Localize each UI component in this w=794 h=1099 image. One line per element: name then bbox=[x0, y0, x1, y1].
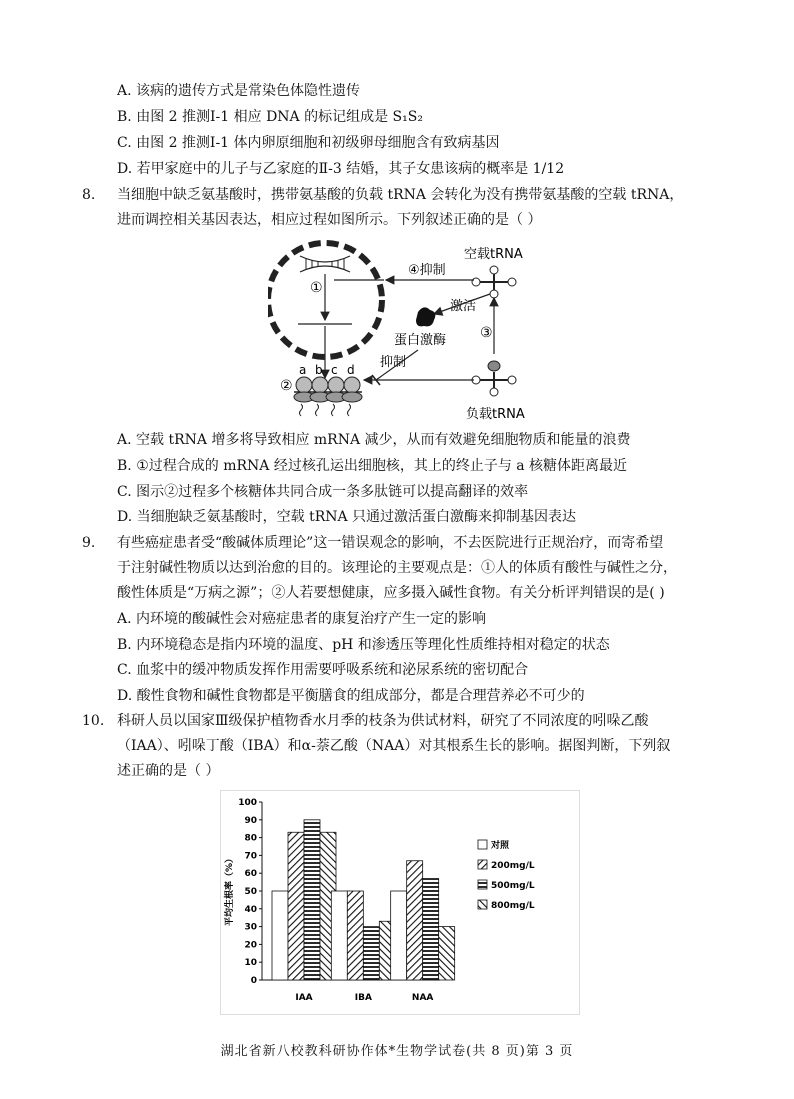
dna-helix-icon bbox=[300, 256, 350, 272]
empty-trna-icon bbox=[472, 266, 516, 298]
ribosome-label-d: d bbox=[347, 363, 355, 377]
bar-NAA-0 bbox=[391, 891, 407, 980]
q7-option-d: D. 若甲家庭中的儿子与乙家庭的Ⅱ-3 结婚，其子女患该病的概率是 1/12 bbox=[117, 161, 565, 177]
q9-number: 9. bbox=[82, 535, 96, 551]
q10-stem-line2: （IAA）、吲哚丁酸（IBA）和α-萘乙酸（NAA）对其根系生长的影响。据图判断，下列叙 bbox=[117, 738, 671, 754]
q8-stem-line1: 当细胞中缺乏氨基酸时，携带氨基酸的负载 tRNA 会转化为没有携带氨基酸的空载 tRNA， bbox=[117, 187, 684, 203]
y-tick-label: 80 bbox=[244, 833, 257, 844]
ribosome-label-a: a bbox=[299, 363, 307, 377]
legend-swatch bbox=[478, 900, 487, 909]
label-loaded-trna: 负载tRNA bbox=[466, 407, 525, 422]
y-tick-label: 100 bbox=[238, 798, 257, 808]
y-tick-label: 60 bbox=[244, 869, 257, 880]
bar-NAA-1 bbox=[407, 861, 423, 980]
x-tick-label: NAA bbox=[411, 993, 434, 1003]
bar-IBA-2 bbox=[363, 927, 379, 980]
y-axis-label: 平均生根率（%） bbox=[225, 853, 235, 927]
q8-stem-line2: 进而调控相关基因表达，相应过程如图所示。下列叙述正确的是（ ） bbox=[117, 212, 542, 228]
q8-number: 8. bbox=[82, 187, 96, 203]
q8-option-d: D. 当细胞缺乏氨基酸时，空载 tRNA 只通过激活蛋白激酶来抑制基因表达 bbox=[117, 509, 577, 525]
q8-option-a: A. 空载 tRNA 增多将导致相应 mRNA 减少，从而有效避免细胞物质和能量的浪费 bbox=[117, 432, 631, 448]
label-process-1: ① bbox=[310, 280, 323, 296]
loaded-trna-icon bbox=[472, 361, 516, 396]
bar-IAA-0 bbox=[272, 891, 288, 980]
legend-swatch bbox=[478, 840, 487, 849]
q8-option-c: C. 图示②过程多个核糖体共同合成一条多肽链可以提高翻译的效率 bbox=[117, 484, 529, 500]
x-tick-label: IBA bbox=[354, 993, 372, 1003]
q9-stem-line1: 有些癌症患者受“酸碱体质理论”这一错误观念的影响，不去医院进行正规治疗，而寄希望 bbox=[117, 535, 664, 551]
label-inhibit-4: ④抑制 bbox=[408, 263, 446, 278]
q9-option-d: D. 酸性食物和碱性食物都是平衡膳食的组成部分，都是合理营养必不可少的 bbox=[117, 688, 585, 704]
y-tick-label: 0 bbox=[250, 976, 257, 986]
label-protein-kinase: 蛋白激酶 bbox=[394, 333, 447, 348]
bar-NAA-2 bbox=[423, 879, 439, 980]
bar-IBA-0 bbox=[331, 891, 347, 980]
q9-option-b: B. 内环境稳态是指内环境的温度、pH 和渗透压等理化性质维持相对稳定的状态 bbox=[117, 637, 610, 653]
rooting-rate-chart bbox=[220, 790, 580, 1015]
y-tick-label: 70 bbox=[244, 851, 257, 862]
label-process-3: ③ bbox=[480, 325, 493, 341]
label-inhibit: 抑制 bbox=[380, 355, 407, 370]
bar-IBA-1 bbox=[347, 891, 363, 980]
y-tick-label: 40 bbox=[244, 904, 257, 915]
q10-number: 10. bbox=[82, 713, 105, 729]
q7-option-a: A. 该病的遗传方式是常染色体隐性遗传 bbox=[117, 83, 361, 99]
page-footer: 湖北省新八校教科研协作体*生物学试卷(共 8 页)第 3 页 bbox=[220, 1044, 574, 1059]
q10-stem-line3: 述正确的是（ ） bbox=[117, 763, 220, 779]
ribosome-icons bbox=[294, 377, 362, 416]
legend-swatch bbox=[478, 860, 487, 869]
q10-stem-line1: 科研人员以国家Ⅲ级保护植物香水月季的枝条为供试材料，研究了不同浓度的吲哚乙酸 bbox=[117, 713, 649, 729]
y-tick-label: 50 bbox=[244, 887, 257, 897]
q9-stem-line3: 酸性体质是“万病之源”；②人若要想健康，应多摄入碱性食物。有关分析评判错误的是( ) bbox=[117, 585, 665, 601]
q7-option-b: B. 由图 2 推测Ⅰ-1 相应 DNA 的标记组成是 S₁S₂ bbox=[117, 109, 423, 125]
gene-expression-diagram bbox=[268, 234, 538, 424]
y-tick-label: 90 bbox=[244, 815, 257, 826]
label-empty-trna: 空载tRNA bbox=[464, 247, 523, 262]
ribosome-label-b: b bbox=[315, 363, 323, 377]
q9-option-c: C. 血浆中的缓冲物质发挥作用需要呼吸系统和泌尿系统的密切配合 bbox=[117, 662, 529, 678]
legend-label: 800mg/L bbox=[491, 901, 535, 911]
bar-IAA-1 bbox=[288, 832, 304, 980]
legend-label: 200mg/L bbox=[491, 861, 535, 871]
bar-NAA-3 bbox=[439, 927, 455, 980]
label-activate: 激活 bbox=[450, 299, 477, 314]
label-process-2: ② bbox=[280, 378, 293, 394]
y-tick-label: 30 bbox=[244, 922, 257, 933]
q9-stem-line2: 于注射碱性物质以达到治愈的目的。该理论的主要观点是：①人的体质有酸性与碱性之分， bbox=[117, 560, 677, 576]
q8-option-b: B. ①过程合成的 mRNA 经过核孔运出细胞核，其上的终止子与 a 核糖体距离最近 bbox=[117, 458, 628, 474]
ribosome-label-c: c bbox=[331, 363, 338, 377]
q7-option-c: C. 由图 2 推测Ⅰ-1 体内卵原细胞和初级卵母细胞含有致病基因 bbox=[117, 135, 500, 151]
y-tick-label: 10 bbox=[244, 958, 257, 969]
protein-kinase-icon bbox=[416, 307, 435, 326]
q9-option-a: A. 内环境的酸碱性会对癌症患者的康复治疗产生一定的影响 bbox=[117, 611, 487, 627]
x-tick-label: IAA bbox=[295, 993, 313, 1003]
legend-label: 对照 bbox=[491, 841, 510, 851]
bar-IAA-2 bbox=[304, 820, 320, 980]
legend-label: 500mg/L bbox=[491, 881, 535, 891]
y-tick-label: 20 bbox=[244, 940, 257, 951]
legend-swatch bbox=[478, 880, 487, 889]
